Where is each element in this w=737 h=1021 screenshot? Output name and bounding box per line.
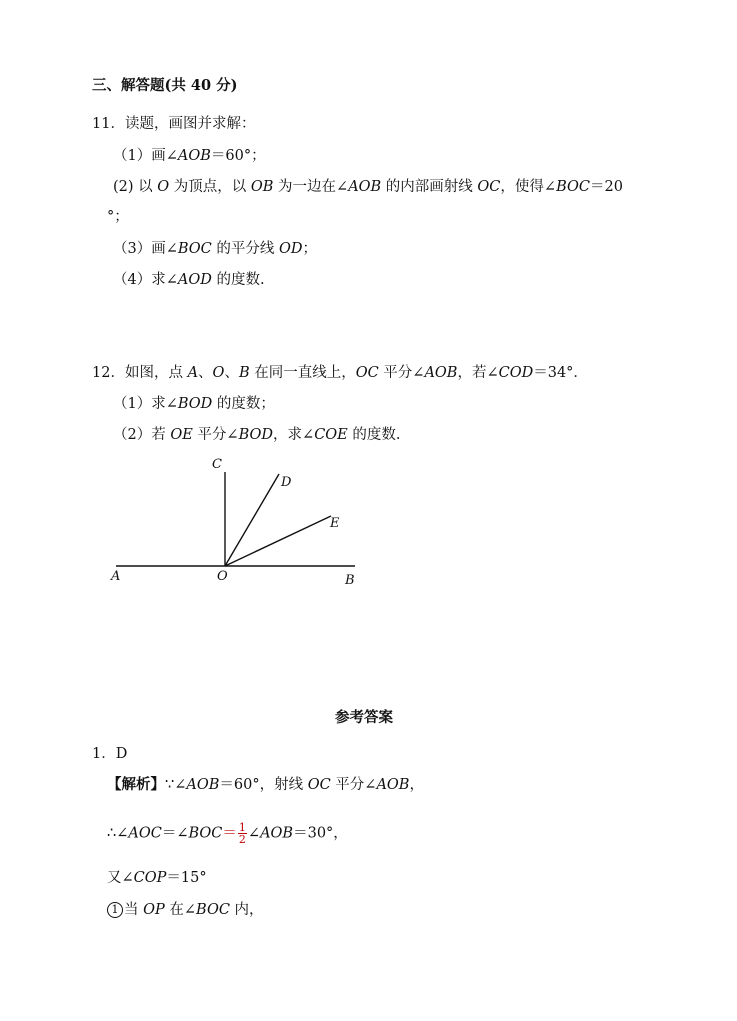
answer-1: 1．D	[92, 746, 128, 762]
q11-stem: 11．读题，画图并求解：	[92, 116, 256, 132]
answers-title: 参考答案	[335, 709, 393, 726]
ray-od	[225, 474, 279, 566]
ray-oe	[225, 516, 331, 566]
q12-part2: （2）若 OE 平分∠BOD，求∠COE 的度数.	[113, 427, 401, 443]
label-d: D	[281, 475, 292, 490]
section-heading: 三、解答题(共 40 分)	[92, 77, 238, 94]
q11-part1: （1）画∠AOB＝60°；	[113, 148, 266, 164]
label-a: A	[111, 569, 121, 584]
analysis-line: 【解析】∵∠AOB＝60°，射线 OC 平分∠AOB，	[107, 776, 424, 793]
circled-number-1: 1	[107, 902, 123, 918]
label-b: B	[345, 573, 355, 588]
q11-part3: （3）画∠BOC 的平分线 OD；	[113, 241, 318, 257]
analysis-tag: 【解析】	[107, 776, 165, 793]
label-o: O	[217, 569, 228, 584]
therefore-line: ∴∠AOC＝∠BOC＝ $\frac{1}{2}$ ∠AOB＝30°，	[107, 821, 348, 846]
q11-part2: (2) 以 O 为顶点，以 OB 为一边在∠AOB 的内部画射线 OC，使得∠BOC＝20	[113, 179, 623, 195]
label-c: C	[212, 457, 222, 472]
label-e: E	[330, 516, 340, 531]
q12-stem: 12．如图，点 A、O、B 在同一直线上，OC 平分∠AOB，若∠COD＝34°．	[92, 365, 588, 381]
fraction-half: $\frac{1}{2}$	[238, 821, 246, 846]
also-line: 又∠COP＝15°	[107, 870, 207, 886]
q11-part4: （4）求∠AOD 的度数.	[113, 272, 265, 288]
case-1-line: 1 当 OP 在∠BOC 内，	[107, 901, 264, 919]
q12-part1: （1）求∠BOD 的度数；	[113, 396, 275, 412]
q11-part2-cont: °；	[107, 209, 129, 225]
